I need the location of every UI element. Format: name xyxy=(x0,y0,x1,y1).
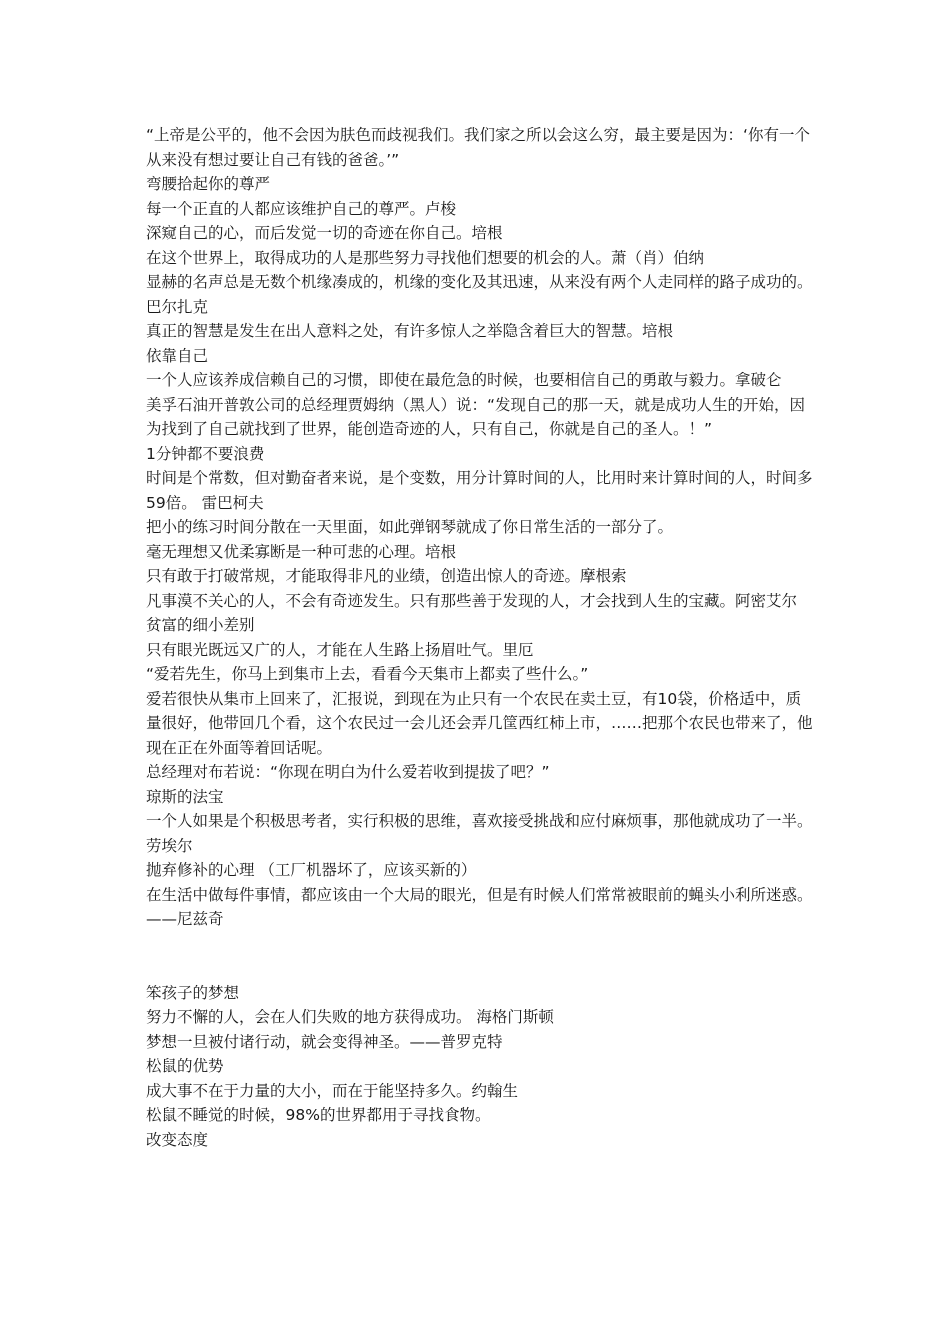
text-line: 爱若很快从集市上回来了，汇报说，到现在为止只有一个农民在卖土豆，有10袋，价格适中，质量很好，他带回几个看，这个农民过一会儿还会弄几筐西红柿上市，……把那个农民也带来了，他现在正在外面等着回话呢。 xyxy=(146,689,813,757)
section-heading: 依靠自己 xyxy=(146,346,209,365)
text-line: 努力不懈的人，会在人们失败的地方获得成功。 海格门斯顿 xyxy=(146,1008,554,1026)
section-heading: 1分钟都不要浪费 xyxy=(146,444,265,463)
text-line: 只有敢于打破常规，才能取得非凡的业绩，创造出惊人的奇迹。摩根索 xyxy=(146,567,627,585)
text-line: 时间是个常数，但对勤奋者来说，是个变数，用分计算时间的人，比用时来计算时间的人，时间多59倍。 雷巴柯夫 xyxy=(146,469,813,512)
text-line: 凡事漠不关心的人，不会有奇迹发生。只有那些善于发现的人，才会找到人生的宝藏。阿密艾尔 xyxy=(146,591,798,610)
section-heading: 抛弃修补的心理 （工厂机器坏了，应该买新的） xyxy=(146,861,477,879)
text-line: 把小的练习时间分散在一天里面，如此弹钢琴就成了你日常生活的一部分了。 xyxy=(146,518,674,536)
text-line: 松鼠不睡觉的时候，98%的世界都用于寻找食物。 xyxy=(146,1106,491,1124)
section-heading: 笨孩子的梦想 xyxy=(146,983,240,1002)
text-line: 在这个世界上，取得成功的人是那些努力寻找他们想要的机会的人。萧（肖）伯纳 xyxy=(146,248,705,267)
text-line: 只有眼光既远又广的人，才能在人生路上扬眉吐气。里厄 xyxy=(146,640,534,659)
text-line: 在生活中做每件事情，都应该由一个大局的眼光，但是有时候人们常常被眼前的蝇头小利所迷惑。——尼兹奇 xyxy=(146,885,813,928)
text-line: 梦想一旦被付诸行动，就会变得神圣。——普罗克特 xyxy=(146,1032,503,1051)
text-line: 每一个正直的人都应该维护自己的尊严。卢梭 xyxy=(146,199,457,218)
document-body xyxy=(146,123,814,1152)
section-heading: 松鼠的优势 xyxy=(146,1057,224,1075)
section-heading: 琼斯的法宝 xyxy=(146,787,224,806)
text-line: 成大事不在于力量的大小，而在于能坚持多久。约翰生 xyxy=(146,1081,519,1100)
text-line: 显赫的名声总是无数个机缘凑成的，机缘的变化及其迅速，从来没有两个人走同样的路子成功的。巴尔扎克 xyxy=(146,273,813,316)
text-line: 深窥自己的心，而后发觉一切的奇迹在你自己。培根 xyxy=(146,224,503,242)
text-line: 一个人应该养成信赖自己的习惯，即使在最危急的时候，也要相信自己的勇敢与毅力。拿破仑 xyxy=(146,371,782,389)
blank-gap xyxy=(146,932,814,981)
section-heading: 改变态度 xyxy=(146,1130,209,1149)
text-line: 一个人如果是个积极思考者，实行积极的思维，喜欢接受挑战和应付麻烦事，那他就成功了一半。劳埃尔 xyxy=(146,812,813,855)
text-line: 总经理对布若说：“你现在明白为什么爱若收到提拔了吧？” xyxy=(146,763,550,781)
text-line: “上帝是公平的，他不会因为肤色而歧视我们。我们家之所以会这么穷，最主要是因为：‘你有一个从来没有想过要让自己有钱的爸爸。’” xyxy=(146,126,810,169)
section-heading: 弯腰拾起你的尊严 xyxy=(146,175,271,193)
text-line: 真正的智慧是发生在出人意料之处，有许多惊人之举隐含着巨大的智慧。培根 xyxy=(146,322,674,340)
text-line: “爱若先生，你马上到集市上去，看看今天集市上都卖了些什么。” xyxy=(146,665,589,683)
text-line: 美孚石油开普敦公司的总经理贾姆纳（黑人）说：“发现自己的那一天，就是成功人生的开始，因为找到了自己就找到了世界，能创造奇迹的人，只有自己，你就是自己的圣人。！” xyxy=(146,395,806,438)
text-line: 毫无理想又优柔寡断是一种可悲的心理。培根 xyxy=(146,542,457,561)
section-heading: 贫富的细小差别 xyxy=(146,616,255,634)
